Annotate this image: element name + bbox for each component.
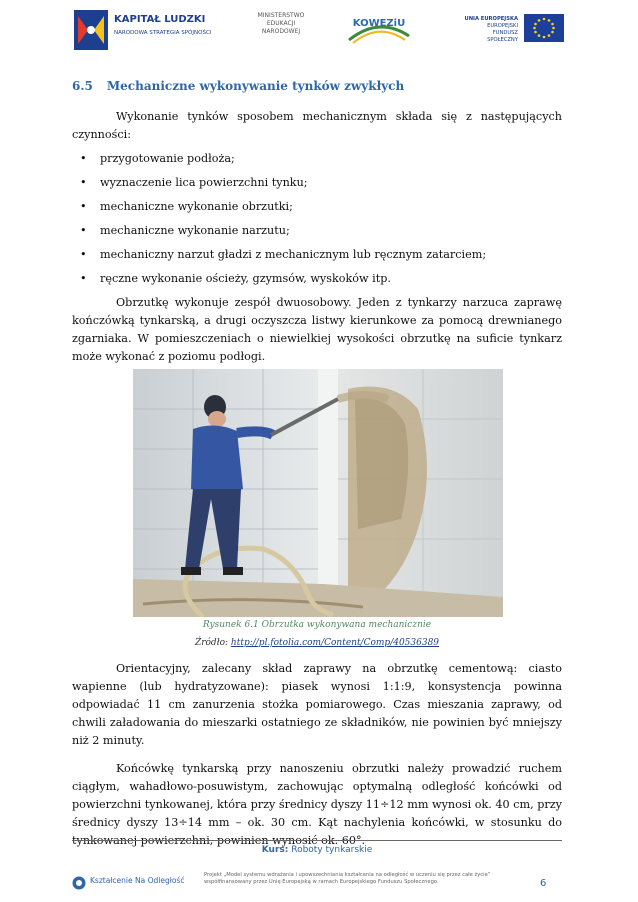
page-number: 6	[540, 878, 547, 889]
paragraph-nozzle: Końcówkę tynkarską przy nanoszeniu obrzutki należy prowadzić ruchem ciągłym, wahadłowo-posuwistym, zachowując optymalną odległość końcówki od powierzchni tynkowanej, która przy średnicy dyszy 11÷12 mm wynosi ok. 40 cm, przy średnicy dyszy 13÷14 mm – ok. 30 cm. Kąt nachylenia końcówki, w stosunku do tynkowanej powierzchni, powinien wynosić ok. 60°.	[72, 762, 562, 847]
figure-source-link[interactable]: http://pl.fotolia.com/Content/Comp/40536389	[230, 638, 440, 648]
section-number: 6.5	[72, 79, 93, 93]
footer-bottom	[72, 872, 562, 898]
logo-ue-sub1: EUROPEJSKI	[487, 23, 518, 29]
footer-course-name: Roboty tynkarskie	[291, 845, 373, 855]
list-item: • ręczne wykonanie ościeży, gzymsów, wyskoków itp.	[72, 270, 562, 288]
bullet-icon: •	[80, 176, 87, 189]
intro-paragraph: Wykonanie tynków sposobem mechanicznym składa się z następujących czynności:	[72, 110, 562, 141]
koweziu-logo	[345, 12, 413, 48]
footer-course-label: Kurs:	[261, 845, 289, 855]
footer-divider	[72, 840, 562, 841]
footer-kno-logo-text: Kształcenie Na Odległość	[90, 876, 185, 885]
kapital-ludzki-emblem-icon	[74, 10, 108, 50]
logo-kl-title: KAPITAŁ LUDZKI	[114, 14, 206, 25]
logo-kow-text: KOWEZiU	[352, 18, 406, 29]
kapital-ludzki-logo	[74, 8, 212, 52]
logo-kl-subtitle: NARODOWA STRATEGIA SPÓJNOŚCI	[114, 30, 212, 36]
figure-source-prefix: Źródło:	[194, 638, 231, 648]
main-content-bottom	[72, 660, 562, 850]
men-logo	[250, 10, 312, 50]
logo-men-text: MINISTERSTWO EDUKACJI NARODOWEJ	[257, 12, 305, 35]
bullet-icon: •	[80, 272, 87, 285]
figure-photo	[133, 369, 503, 617]
main-content	[72, 108, 562, 366]
logo-ue-title: UNIA EUROPEJSKA	[464, 16, 518, 22]
list-item: • mechaniczne wykonanie obrzutki;	[72, 198, 562, 216]
section-heading	[72, 79, 404, 93]
figure-caption: Rysunek 6.1 Obrzutka wykonywana mechanicznie	[202, 620, 432, 630]
page-header	[0, 0, 638, 60]
list-item: • mechaniczne wykonanie narzutu;	[72, 222, 562, 240]
kno-logo-icon	[72, 876, 86, 890]
paragraph-obrzutka: Obrzutkę wykonuje zespół dwuosobowy. Jeden z tynkarzy narzuca zaprawę kończówką tynkarską, a drugi oczyszcza listwy kierunkowe za pomocą drewnianego zgarniaka. W pomieszczeniach o niewielkiej wysokości obrzutkę na suficie tynkarz może wykonać z poziomu podłogi.	[72, 296, 562, 363]
section-title: Mechaniczne wykonywanie tynków zwykłych	[106, 79, 405, 93]
bullet-icon: •	[80, 200, 87, 213]
list-item: • wyznaczenie lica powierzchni tynku;	[72, 174, 562, 192]
paragraph-mortar: Orientacyjny, zalecany skład zaprawy na obrzutkę cementową: ciasto wapienne (lub hydratyzowane): piasek wynosi 1:1:9, konsystencja powinna odpowiadać 11 cm zanurzenia stożka pomiarowego. Czas mieszania zaprawy, od chwili załadowania do mieszarki ostatniego ze składników, nie powinien być mniejszy niż 2 minuty.	[72, 662, 562, 747]
logo-ue-sub2: FUNDUSZ SPOŁECZNY	[487, 30, 518, 43]
footer-course	[72, 845, 562, 855]
bullet-icon: •	[80, 248, 87, 261]
eu-flag-icon	[524, 14, 564, 42]
list-item: • przygotowanie podłoża;	[72, 150, 562, 168]
bullet-icon: •	[80, 224, 87, 237]
figure-source	[72, 638, 562, 648]
eu-logo	[462, 12, 564, 46]
footer-project-text: Projekt „Model systemu wdrażania i upowszechniania kształcenia na odległość w uczeniu się przez całe życie” współfinansowany przez Unię Europejską w ramach Europejskiego Funduszu Społecznego.	[204, 872, 491, 885]
bullet-icon: •	[80, 152, 87, 165]
plastering-photo-illustration	[133, 369, 503, 617]
steps-list	[72, 150, 562, 288]
list-item: • mechaniczny narzut gładzi z mechanicznym lub ręcznym zatarciem;	[72, 246, 562, 264]
